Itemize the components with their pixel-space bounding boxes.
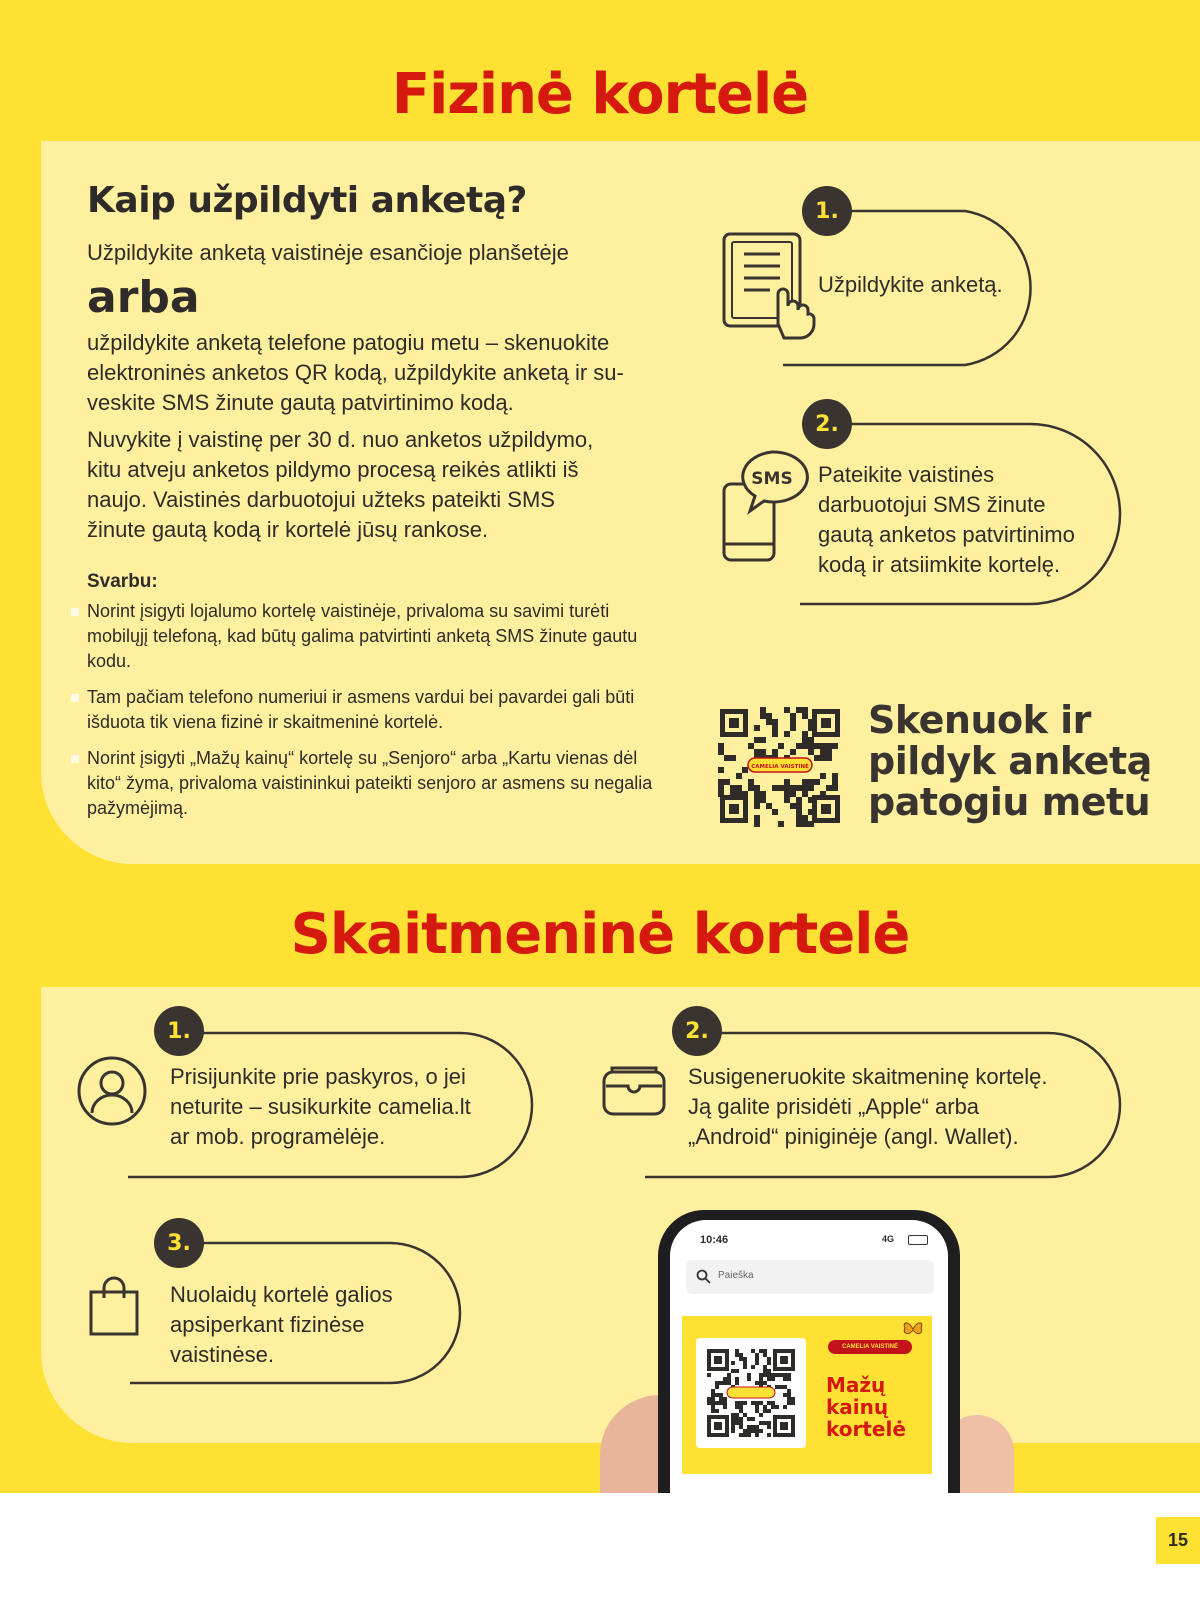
- phone-screen: [670, 1220, 948, 1493]
- step-text-line: „Android“ piniginėje (angl. Wallet).: [688, 1124, 1019, 1149]
- paragraph-line: elektroninės anketos QR kodą, užpildykite anketą ir su-: [87, 360, 624, 385]
- step-text-line: ar mob. programėlėje.: [170, 1124, 386, 1149]
- or-label: arba: [87, 272, 200, 323]
- wallet-icon: [602, 1066, 666, 1116]
- step-text-line: Prisijunkite prie paskyros, o jei: [170, 1064, 466, 1089]
- step-number-badge: 1.: [802, 186, 852, 236]
- step-text-line: gautą anketos patvirtinimo: [818, 522, 1075, 547]
- user-icon: [76, 1055, 148, 1127]
- paragraph-line: žinute gautą kodą ir kortelė jūsų rankose.: [87, 517, 489, 542]
- digital-card[interactable]: [682, 1316, 932, 1474]
- list-item: Norint įsigyti lojalumo kortelę vaistinėje, privaloma su savimi turėti mobilųjį telefoną, kad būtų galima patvirtinti anketą SMS žinute gautu kodu.: [70, 599, 670, 674]
- paragraph-line: užpildykite anketą telefone patogiu metu – skenuokite: [87, 330, 610, 355]
- page-number: 15: [1156, 1517, 1200, 1564]
- step-text-line: vaistinėse.: [170, 1342, 274, 1367]
- step-number-badge: 1.: [154, 1006, 204, 1056]
- scan-line: patogiu metu: [868, 780, 1151, 824]
- intro-text: Užpildykite anketą vaistinėje esančioje planšetėje: [87, 240, 569, 265]
- step-number-badge: 2.: [672, 1006, 722, 1056]
- step-text-line: Ją galite prisidėti „Apple“ arba: [688, 1094, 980, 1119]
- scan-line: Skenuok ir: [868, 698, 1091, 742]
- phone-frame: [658, 1210, 960, 1493]
- status-network: 4G: [882, 1234, 895, 1244]
- section-subtitle: Kaip užpildyti anketą?: [87, 180, 527, 221]
- qr-logo-text: CAMELIA VAISTINĖ: [751, 764, 809, 770]
- card-title-line: kortelė: [826, 1417, 906, 1441]
- card-qr-frame: [696, 1338, 806, 1448]
- section-title-physical-card: Fizinė kortelė: [391, 62, 809, 127]
- step-text-block: [688, 1062, 1048, 1152]
- paragraph-line: veskite SMS žinute gautą patvirtinimo kodą.: [87, 390, 514, 415]
- step-text-line: Nuolaidų kortelė galios: [170, 1282, 393, 1307]
- step-number-badge: 3.: [154, 1218, 204, 1268]
- card-qr-code: [707, 1349, 795, 1437]
- paragraph-line: kitu atveju anketos pildymo procesą reikės atlikti iš: [87, 457, 579, 482]
- step-number-badge: 2.: [802, 399, 852, 449]
- card-logo: CAMELIA VAISTINĖ: [828, 1340, 912, 1354]
- step-text-line: kodą ir atsiimkite kortelę.: [818, 552, 1061, 577]
- list-item: Norint įsigyti „Mažų kainų“ kortelę su „Senjoro“ arba „Kartu vienas dėl kito“ žyma, privaloma vaistininkui pateikti senjoro ar asmens su negalia pažymėjimą.: [70, 746, 670, 821]
- search-icon: [696, 1269, 712, 1285]
- paragraph-line: Nuvykite į vaistinę per 30 d. nuo anketos užpildymo,: [87, 427, 594, 452]
- battery-icon: [908, 1235, 928, 1245]
- butterfly-icon: [902, 1320, 924, 1338]
- paragraph-line: naujo. Vaistinės darbuotojui užteks pateikti SMS: [87, 487, 555, 512]
- step-text-block: [170, 1280, 393, 1370]
- step-text: Užpildykite anketą.: [818, 272, 1003, 297]
- scan-line: pildyk anketą: [868, 739, 1152, 783]
- step-text-line: darbuotojui SMS žinute: [818, 492, 1046, 517]
- card-title-line: Mažų: [826, 1373, 886, 1397]
- sms-icon-label: SMS: [751, 469, 793, 489]
- status-time: 10:46: [700, 1234, 729, 1246]
- step-text-line: apsiperkant fizinėse: [170, 1312, 365, 1337]
- step-text-line: Susigeneruokite skaitmeninę kortelę.: [688, 1064, 1048, 1089]
- section-title-digital-card: Skaitmeninė kortelė: [290, 902, 910, 967]
- card-title-line: kainų: [826, 1395, 889, 1419]
- card-title: [826, 1374, 906, 1440]
- step-text-line: Pateikite vaistinės: [818, 462, 995, 487]
- search-bar[interactable]: [686, 1260, 934, 1294]
- important-label: Svarbu:: [87, 571, 158, 592]
- step-text-block: [170, 1062, 471, 1152]
- shopping-bag-icon: [88, 1276, 140, 1336]
- search-placeholder: Paieška: [718, 1270, 754, 1281]
- list-item: Tam pačiam telefono numeriui ir asmens vardui bei pavardei gali būti išduota tik viena fizinė ir skaitmeninė kortelė.: [70, 685, 670, 735]
- step-text-line: neturite – susikurkite camelia.lt: [170, 1094, 471, 1119]
